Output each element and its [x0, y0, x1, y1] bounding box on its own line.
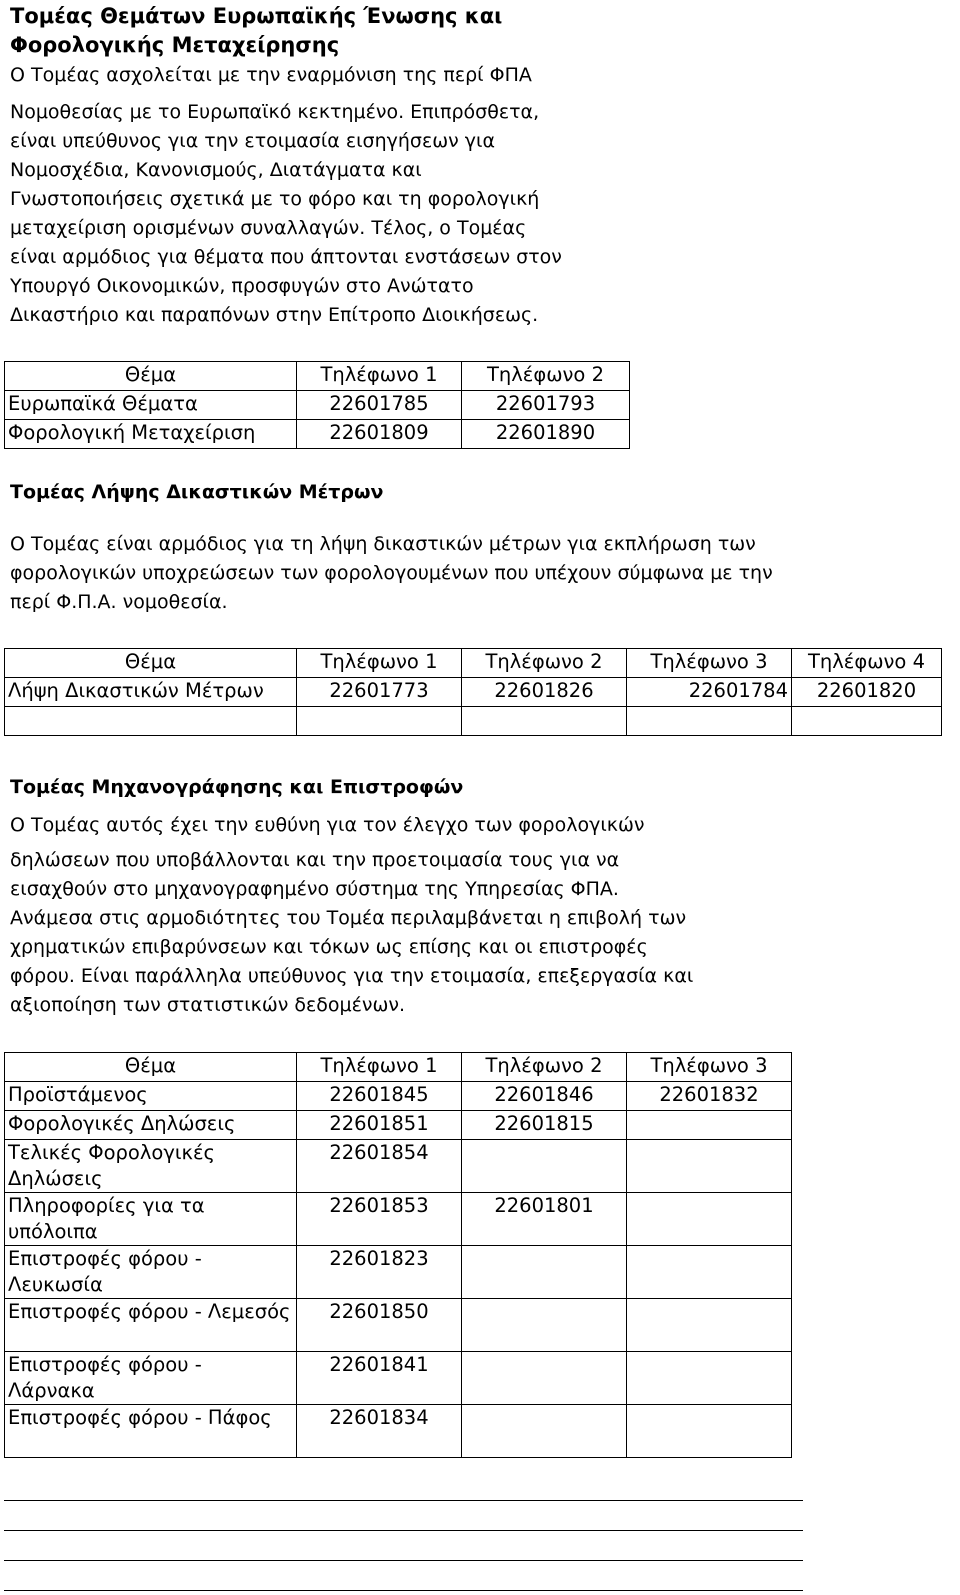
table-row	[5, 1193, 792, 1246]
paragraph-line: Γνωστοποιήσεις σχετικά με το φόρο και τη φορολογική	[10, 188, 540, 210]
section-1-clipped-first-line	[10, 64, 950, 92]
table-row	[5, 1299, 792, 1352]
table-header-cell: Τηλέφωνο 3	[627, 649, 792, 678]
contacts-table-processing-refunds	[4, 1052, 792, 1458]
section-3-clipped-first-line	[10, 814, 950, 838]
table-cell-phone: 22601851	[297, 1111, 462, 1140]
paragraph-line: δηλώσεων που υποβάλλονται και την προετοιμασία τους για να	[10, 849, 620, 871]
paragraph-line: Δικαστήριο και παραπόνων στην Επίτροπο Διοικήσεως.	[10, 304, 539, 326]
table-header-cell: Θέμα	[5, 1053, 297, 1082]
table-cell-phone: 22601854	[297, 1140, 462, 1193]
paragraph-line: Νομοθεσίας με το Ευρωπαϊκό κεκτημένο. Επιπρόσθετα,	[10, 101, 540, 123]
paragraph-line: Ο Τομέας αυτός έχει την ευθύνη για τον έλεγχο των φορολογικών	[10, 814, 645, 836]
table-cell-phone: 22601785	[297, 391, 462, 420]
paragraph-line: Νομοσχέδια, Κανονισμούς, Διατάγματα και	[10, 159, 422, 181]
table-cell-topic: Επιστροφές φόρου - Πάφος	[5, 1405, 297, 1458]
table-cell-phone	[462, 1352, 627, 1405]
table-header-cell: Τηλέφωνο 1	[297, 649, 462, 678]
paragraph-line: χρηματικών επιβαρύνσεων και τόκων ως επίσης και οι επιστροφές	[10, 936, 648, 958]
paragraph-line: Ανάμεσα στις αρμοδιότητες του Τομέα περιλαμβάνεται η επιβολή των	[10, 907, 687, 929]
table-cell-phone: 22601815	[462, 1111, 627, 1140]
table-cell-topic: Ευρωπαϊκά Θέματα	[5, 391, 297, 420]
table-cell-topic: Τελικές Φορολογικές Δηλώσεις	[5, 1140, 297, 1193]
table-row	[5, 420, 630, 449]
table-header-cell: Τηλέφωνο 2	[462, 1053, 627, 1082]
table-cell-topic: Επιστροφές φόρου - Λάρνακα	[5, 1352, 297, 1405]
table-header-cell: Θέμα	[5, 649, 297, 678]
table-cell-phone: 22601850	[297, 1299, 462, 1352]
table-cell-topic: Πληροφορίες για τα υπόλοιπα	[5, 1193, 297, 1246]
table-row	[5, 1082, 792, 1111]
paragraph-line: Υπουργό Οικονομικών, προσφυγών στο Ανώτατο	[10, 275, 474, 297]
table-cell-phone: 22601801	[462, 1193, 627, 1246]
paragraph-line: φόρου. Είναι παράλληλα υπεύθυνος για την ετοιμασία, επεξεργασία και	[10, 965, 694, 987]
table-cell-phone	[627, 1299, 792, 1352]
table-row	[5, 1140, 792, 1193]
section-1-heading: Τομέας Θεμάτων Ευρωπαϊκής Ένωσης και Φορολογικής Μεταχείρησης	[10, 4, 503, 57]
table-cell-phone	[627, 1111, 792, 1140]
table-header-cell: Τηλέφωνο 3	[627, 1053, 792, 1082]
table-cell-phone: 22601841	[297, 1352, 462, 1405]
table-cell-phone	[462, 1405, 627, 1458]
table-cell-phone: 22601845	[297, 1082, 462, 1111]
table-cell-phone	[627, 1193, 792, 1246]
table-header-row	[5, 649, 942, 678]
table-cell-phone: 22601784	[627, 678, 792, 707]
paragraph-line: εισαχθούν στο μηχανογραφημένο σύστημα της Υπηρεσίας ΦΠΑ.	[10, 878, 619, 900]
table-cell-phone	[627, 1140, 792, 1193]
table-row	[5, 391, 630, 420]
table-cell-phone: 22601809	[297, 420, 462, 449]
table-cell-phone: 22601773	[297, 678, 462, 707]
table-cell-topic: Επιστροφές φόρου - Λεμεσός	[5, 1299, 297, 1352]
table-cell-phone	[462, 1299, 627, 1352]
table-cell-phone: 22601826	[462, 678, 627, 707]
paragraph-line: είναι υπεύθυνος για την ετοιμασία εισηγήσεων για	[10, 130, 495, 152]
paragraph-line: αξιοποίηση των στατιστικών δεδομένων.	[10, 994, 406, 1016]
divider-line	[4, 1590, 803, 1591]
paragraph-line: Ο Τομέας είναι αρμόδιος για τη λήψη δικαστικών μέτρων για εκπλήρωση των	[10, 533, 756, 555]
paragraph-line: μεταχείριση ορισμένων συναλλαγών. Τέλος, ο Τομέας	[10, 217, 527, 239]
divider-line	[4, 1500, 803, 1501]
table-cell-phone: 22601793	[462, 391, 630, 420]
table-row	[5, 678, 942, 707]
table-header-cell: Θέμα	[5, 362, 297, 391]
table-cell-phone: 22601832	[627, 1082, 792, 1111]
table-cell-phone: 22601820	[792, 678, 942, 707]
table-header-cell: Τηλέφωνο 2	[462, 362, 630, 391]
contacts-table-legal-measures	[4, 648, 942, 736]
table-cell-phone: 22601834	[297, 1405, 462, 1458]
table-cell-topic: Προϊστάμενος	[5, 1082, 297, 1111]
table-row	[5, 1111, 792, 1140]
table-cell-phone: 22601823	[297, 1246, 462, 1299]
table-row-empty	[5, 707, 942, 736]
table-header-row	[5, 362, 630, 391]
table-row	[5, 1405, 792, 1458]
divider-line	[4, 1560, 803, 1561]
table-cell-topic: Επιστροφές φόρου - Λευκωσία	[5, 1246, 297, 1299]
contacts-table-eu-tax	[4, 361, 630, 449]
paragraph-line: είναι αρμόδιος για θέματα που άπτονται ενστάσεων στον	[10, 246, 562, 268]
table-cell-phone: 22601853	[297, 1193, 462, 1246]
table-cell-phone	[627, 1352, 792, 1405]
table-cell-phone	[627, 1246, 792, 1299]
table-header-cell: Τηλέφωνο 1	[297, 362, 462, 391]
table-header-cell: Τηλέφωνο 4	[792, 649, 942, 678]
table-cell-topic: Λήψη Δικαστικών Μέτρων	[5, 678, 297, 707]
paragraph-line: φορολογικών υποχρεώσεων των φορολογουμένων που υπέχουν σύμφωνα με την	[10, 562, 773, 584]
table-cell-topic: Φορολογική Μεταχείριση	[5, 420, 297, 449]
table-row	[5, 1246, 792, 1299]
section-3-heading: Τομέας Μηχανογράφησης και Επιστροφών	[10, 776, 464, 798]
table-row	[5, 1352, 792, 1405]
table-header-cell: Τηλέφωνο 2	[462, 649, 627, 678]
table-cell-topic: Φορολογικές Δηλώσεις	[5, 1111, 297, 1140]
table-cell-phone: 22601846	[462, 1082, 627, 1111]
table-cell-phone	[462, 1140, 627, 1193]
section-2-heading: Τομέας Λήψης Δικαστικών Μέτρων	[10, 481, 384, 503]
paragraph-line: περί Φ.Π.Α. νομοθεσία.	[10, 591, 228, 613]
table-header-row	[5, 1053, 792, 1082]
table-cell-phone: 22601890	[462, 420, 630, 449]
paragraph-line: Ο Τομέας ασχολείται με την εναρμόνιση της περί ΦΠΑ	[10, 64, 532, 86]
table-cell-phone	[462, 1246, 627, 1299]
divider-line	[4, 1530, 803, 1531]
table-cell-phone	[627, 1405, 792, 1458]
table-header-cell: Τηλέφωνο 1	[297, 1053, 462, 1082]
